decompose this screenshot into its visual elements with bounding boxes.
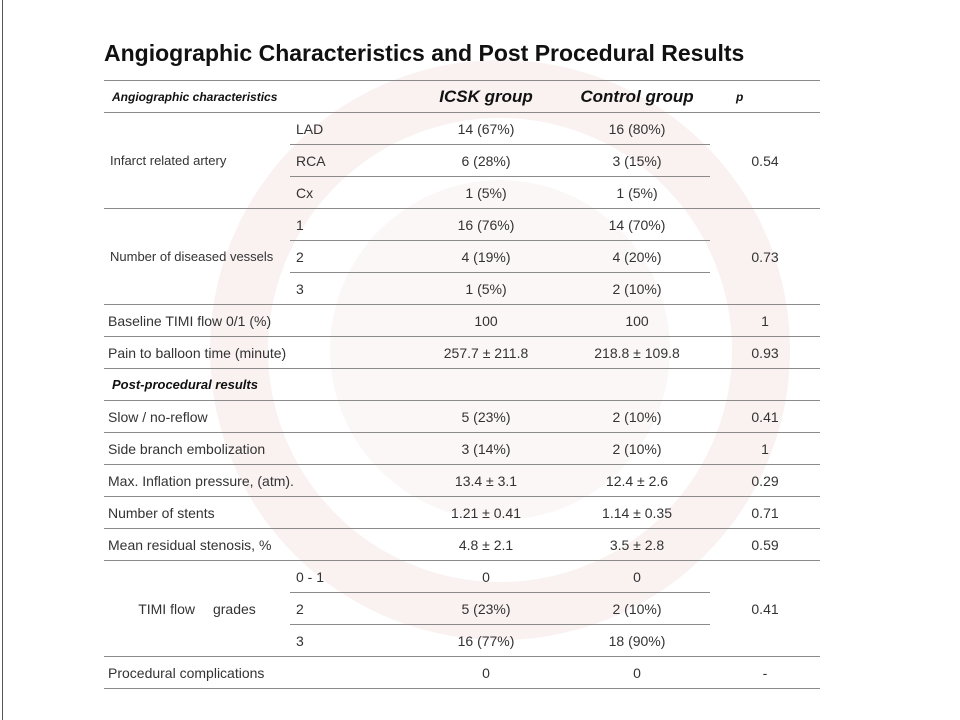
control-value: 12.4 ± 2.6 — [564, 465, 710, 497]
icsk-value: 1 (5%) — [408, 177, 564, 209]
row-label: Max. Inflation pressure, (atm). — [104, 465, 408, 497]
vessels-sub-label: 2 — [290, 241, 408, 273]
control-value: 100 — [564, 305, 710, 337]
row-label: Slow / no-reflow — [104, 401, 408, 433]
control-value: 2 (10%) — [564, 401, 710, 433]
control-value: 4 (20%) — [564, 241, 710, 273]
p-value: 0.71 — [710, 497, 820, 529]
control-value: 1.14 ± 0.35 — [564, 497, 710, 529]
icsk-value: 5 (23%) — [408, 401, 564, 433]
control-value: 0 — [564, 561, 710, 593]
slide-left-border — [2, 0, 3, 720]
infarct-sub-label: Cx — [290, 177, 408, 209]
vessels-sub-label: 1 — [290, 209, 408, 241]
timi-sub-label: 0 - 1 — [290, 561, 408, 593]
table-row — [104, 529, 820, 561]
infarct-artery-label: Infarct related artery — [104, 113, 290, 209]
infarct-sub-label: RCA — [290, 145, 408, 177]
control-value: 218.8 ± 109.8 — [564, 337, 710, 369]
timi-sub-label: 2 — [290, 593, 408, 625]
row-label: Side branch embolization — [104, 433, 408, 465]
control-value: 3.5 ± 2.8 — [564, 529, 710, 561]
table-row — [104, 305, 820, 337]
icsk-value: 1.21 ± 0.41 — [408, 497, 564, 529]
diseased-vessels-label: Number of diseased vessels — [104, 209, 290, 305]
table-row — [104, 209, 820, 241]
vessels-sub-label: 3 — [290, 273, 408, 305]
header-icsk-group: ICSK group — [408, 81, 564, 113]
infarct-sub-label: LAD — [290, 113, 408, 145]
baseline-timi-label: Baseline TIMI flow 0/1 (%) — [104, 305, 408, 337]
icsk-value: 4 (19%) — [408, 241, 564, 273]
page-title: Angiographic Characteristics and Post Procedural Results — [104, 40, 745, 66]
control-value: 16 (80%) — [564, 113, 710, 145]
timi-p-value: 0.41 — [710, 561, 820, 657]
control-value: 2 (10%) — [564, 273, 710, 305]
section-header-row — [104, 369, 820, 401]
icsk-value: 14 (67%) — [408, 113, 564, 145]
p-value: 0.59 — [710, 529, 820, 561]
timi-sub-label: 3 — [290, 625, 408, 657]
p-value: 1 — [710, 433, 820, 465]
icsk-value: 0 — [408, 657, 564, 689]
post-procedural-section-label: Post-procedural results — [104, 369, 820, 401]
control-value: 2 (10%) — [564, 433, 710, 465]
control-value: 14 (70%) — [564, 209, 710, 241]
table-header-row — [104, 81, 820, 113]
timi-grades-label — [104, 561, 290, 657]
p-value: - — [710, 657, 820, 689]
complications-label: Procedural complications — [104, 657, 408, 689]
icsk-value: 3 (14%) — [408, 433, 564, 465]
icsk-value: 6 (28%) — [408, 145, 564, 177]
p-value: 0.29 — [710, 465, 820, 497]
table-row — [104, 433, 820, 465]
table-row — [104, 497, 820, 529]
icsk-value: 100 — [408, 305, 564, 337]
control-value: 2 (10%) — [564, 593, 710, 625]
control-value: 3 (15%) — [564, 145, 710, 177]
icsk-value: 0 — [408, 561, 564, 593]
p-value: 1 — [710, 305, 820, 337]
vessels-p-value: 0.73 — [710, 209, 820, 305]
icsk-value: 1 (5%) — [408, 273, 564, 305]
table-row — [104, 113, 820, 145]
pain-balloon-label: Pain to balloon time (minute) — [104, 337, 408, 369]
table-row — [104, 337, 820, 369]
table-row — [104, 561, 820, 593]
icsk-value: 16 (76%) — [408, 209, 564, 241]
control-value: 18 (90%) — [564, 625, 710, 657]
header-control-group: Control group — [564, 81, 710, 113]
control-value: 0 — [564, 657, 710, 689]
header-characteristics: Angiographic characteristics — [104, 81, 408, 113]
table-row — [104, 657, 820, 689]
p-value: 0.41 — [710, 401, 820, 433]
row-label: Mean residual stenosis, % — [104, 529, 408, 561]
icsk-value: 16 (77%) — [408, 625, 564, 657]
timi-label-part-b: grades — [212, 600, 256, 617]
control-value: 1 (5%) — [564, 177, 710, 209]
infarct-p-value: 0.54 — [710, 113, 820, 209]
header-p-value: p — [710, 81, 820, 113]
icsk-value: 5 (23%) — [408, 593, 564, 625]
icsk-value: 13.4 ± 3.1 — [408, 465, 564, 497]
p-value: 0.93 — [710, 337, 820, 369]
results-table — [104, 80, 820, 689]
row-label: Number of stents — [104, 497, 408, 529]
icsk-value: 257.7 ± 211.8 — [408, 337, 564, 369]
icsk-value: 4.8 ± 2.1 — [408, 529, 564, 561]
table-row — [104, 465, 820, 497]
table-row — [104, 401, 820, 433]
timi-label-part-a: TIMI flow — [138, 600, 195, 617]
